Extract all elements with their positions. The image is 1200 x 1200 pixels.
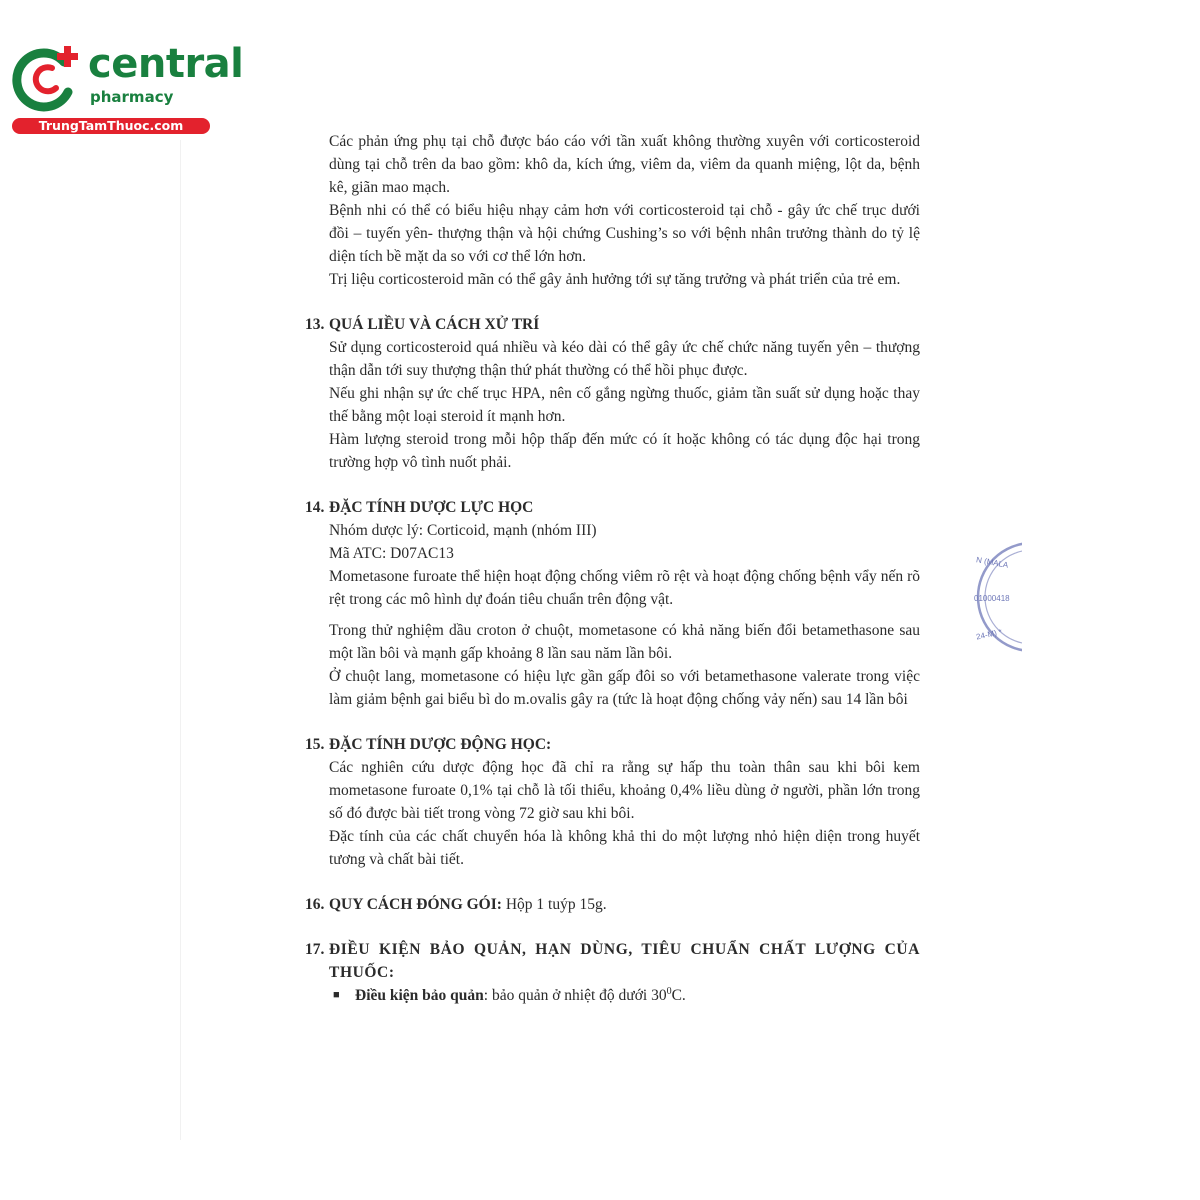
stamp-text: N (MALA <box>975 555 1009 570</box>
section-heading <box>305 938 920 984</box>
section-title: ĐẶC TÍNH DƯỢC ĐỘNG HỌC: <box>329 736 552 753</box>
document-body <box>305 130 920 1007</box>
section-15 <box>305 733 920 871</box>
section-16 <box>305 893 920 916</box>
section-13 <box>305 313 920 474</box>
paragraph: Đặc tính của các chất chuyển hóa là không khả thi do một lượng nhỏ hiện diện trong huyết tương và chất bài tiết. <box>329 828 920 868</box>
paragraph: Mometasone furoate thể hiện hoạt động chống viêm rõ rệt và hoạt động chống bệnh vẩy nến rõ rệt trong các mô hình dự đoán tiêu chuẩn trên động vật. <box>329 568 920 608</box>
square-bullet-icon: ■ <box>333 989 340 1001</box>
pharmacy-cross-icon <box>12 40 84 112</box>
scan-edge <box>180 140 181 1140</box>
paragraph: Các nghiên cứu dược động học đã chỉ ra rằng sự hấp thu toàn thân sau khi bôi kem mometasone furoate 0,1% tại chỗ là tối thiểu, khoảng 0,4% liều dùng ở người, phần lớn trong số đó được bài tiết trong vòng 72 giờ sau khi bôi. <box>329 759 920 822</box>
paragraph: Hàm lượng steroid trong mỗi hộp thấp đến mức có ít hoặc không có tác dụng độc hại trong trường hợp vô tình nuốt phải. <box>329 431 920 471</box>
section-14 <box>305 496 920 711</box>
section-title: ĐẶC TÍNH DƯỢC LỰC HỌC <box>329 499 534 516</box>
section-number: 15. <box>305 736 325 753</box>
intro-block <box>305 130 920 291</box>
official-stamp <box>962 538 1022 656</box>
brand-website: TrungTamThuoc.com <box>12 118 210 134</box>
section-heading <box>305 496 920 519</box>
list-item <box>333 984 920 1007</box>
paragraph: Ở chuột lang, mometasone có hiệu lực gần gấp đôi so với betamethasone valerate trong việc làm giảm bệnh gai biểu bì do m.ovalis gây ra (tức là hoạt động chống vảy nến) sau 14 lần bôi <box>329 668 920 708</box>
bullet-unit: C. <box>671 987 686 1004</box>
section-number: 17. <box>305 941 325 958</box>
paragraph: Trong thử nghiệm dầu croton ở chuột, mometasone có khả năng biến đổi betamethasone sau một lần bôi và mạnh gấp khoảng 8 lần sau năm lần bôi. <box>329 622 920 662</box>
stamp-text: 24-M) * <box>975 627 1003 642</box>
paragraph: Sử dụng corticosteroid quá nhiều và kéo dài có thể gây ức chế chức năng tuyến yên – thượng thận dẫn tới suy thượng thận thứ phát thường có thể hồi phục được. <box>329 339 920 379</box>
central-pharmacy-logo <box>8 36 244 136</box>
section-number: 13. <box>305 316 325 333</box>
paragraph: Trị liệu corticosteroid mãn có thể gây ảnh hưởng tới sự tăng trưởng và phát triển của trẻ em. <box>329 271 901 288</box>
paragraph: Các phản ứng phụ tại chỗ được báo cáo với tần xuất không thường xuyên với corticosteroid dùng tại chỗ trên da bao gồm: khô da, kích ứng, viêm da, viêm da quanh miệng, lột da, bệnh kê, giãn mao mạch. <box>329 133 920 196</box>
section-heading <box>305 893 920 916</box>
bullet-text: : bảo quản ở nhiệt độ dưới 30 <box>483 987 667 1004</box>
section-title: ĐIỀU KIỆN BẢO QUẢN, HẠN DÙNG, TIÊU CHUẨN CHẤT LƯỢNG CỦA THUỐC: <box>329 941 920 981</box>
degree-superscript: 0 <box>666 985 672 997</box>
section-heading <box>305 313 920 336</box>
packaging-text: Hộp 1 tuýp 15g. <box>501 896 607 913</box>
section-number: 14. <box>305 499 325 516</box>
paragraph: Bệnh nhi có thể có biểu hiệu nhạy cảm hơn với corticosteroid tại chỗ - gây ức chế trục dưới đồi – tuyến yên- thượng thận và hội chứng Cushing’s so với bệnh nhân trưởng thành do tỷ lệ diện tích bề mặt da so với cơ thể lớn hơn. <box>329 202 920 265</box>
section-heading <box>305 733 920 756</box>
stamp-text: 01000418 <box>974 594 1010 603</box>
section-number: 16. <box>305 896 325 913</box>
section-title-line <box>329 893 607 916</box>
paragraph: Nếu ghi nhận sự ức chế trục HPA, nên cố gắng ngừng thuốc, giảm tần suất sử dụng hoặc thay thế bằng một loại steroid ít mạnh hơn. <box>329 385 920 425</box>
brand-name: central <box>88 41 244 87</box>
bullet-label: Điều kiện bảo quản <box>355 987 484 1004</box>
paragraph: Nhóm dược lý: Corticoid, mạnh (nhóm III) <box>329 522 597 539</box>
storage-condition <box>355 984 686 1007</box>
section-title: QUÁ LIỀU VÀ CÁCH XỬ TRÍ <box>329 316 540 333</box>
paragraph: Mã ATC: D07AC13 <box>329 545 454 562</box>
section-17 <box>305 938 920 1007</box>
brand-subtitle: pharmacy <box>90 88 174 106</box>
section-title: QUY CÁCH ĐÓNG GÓI: <box>329 896 502 913</box>
